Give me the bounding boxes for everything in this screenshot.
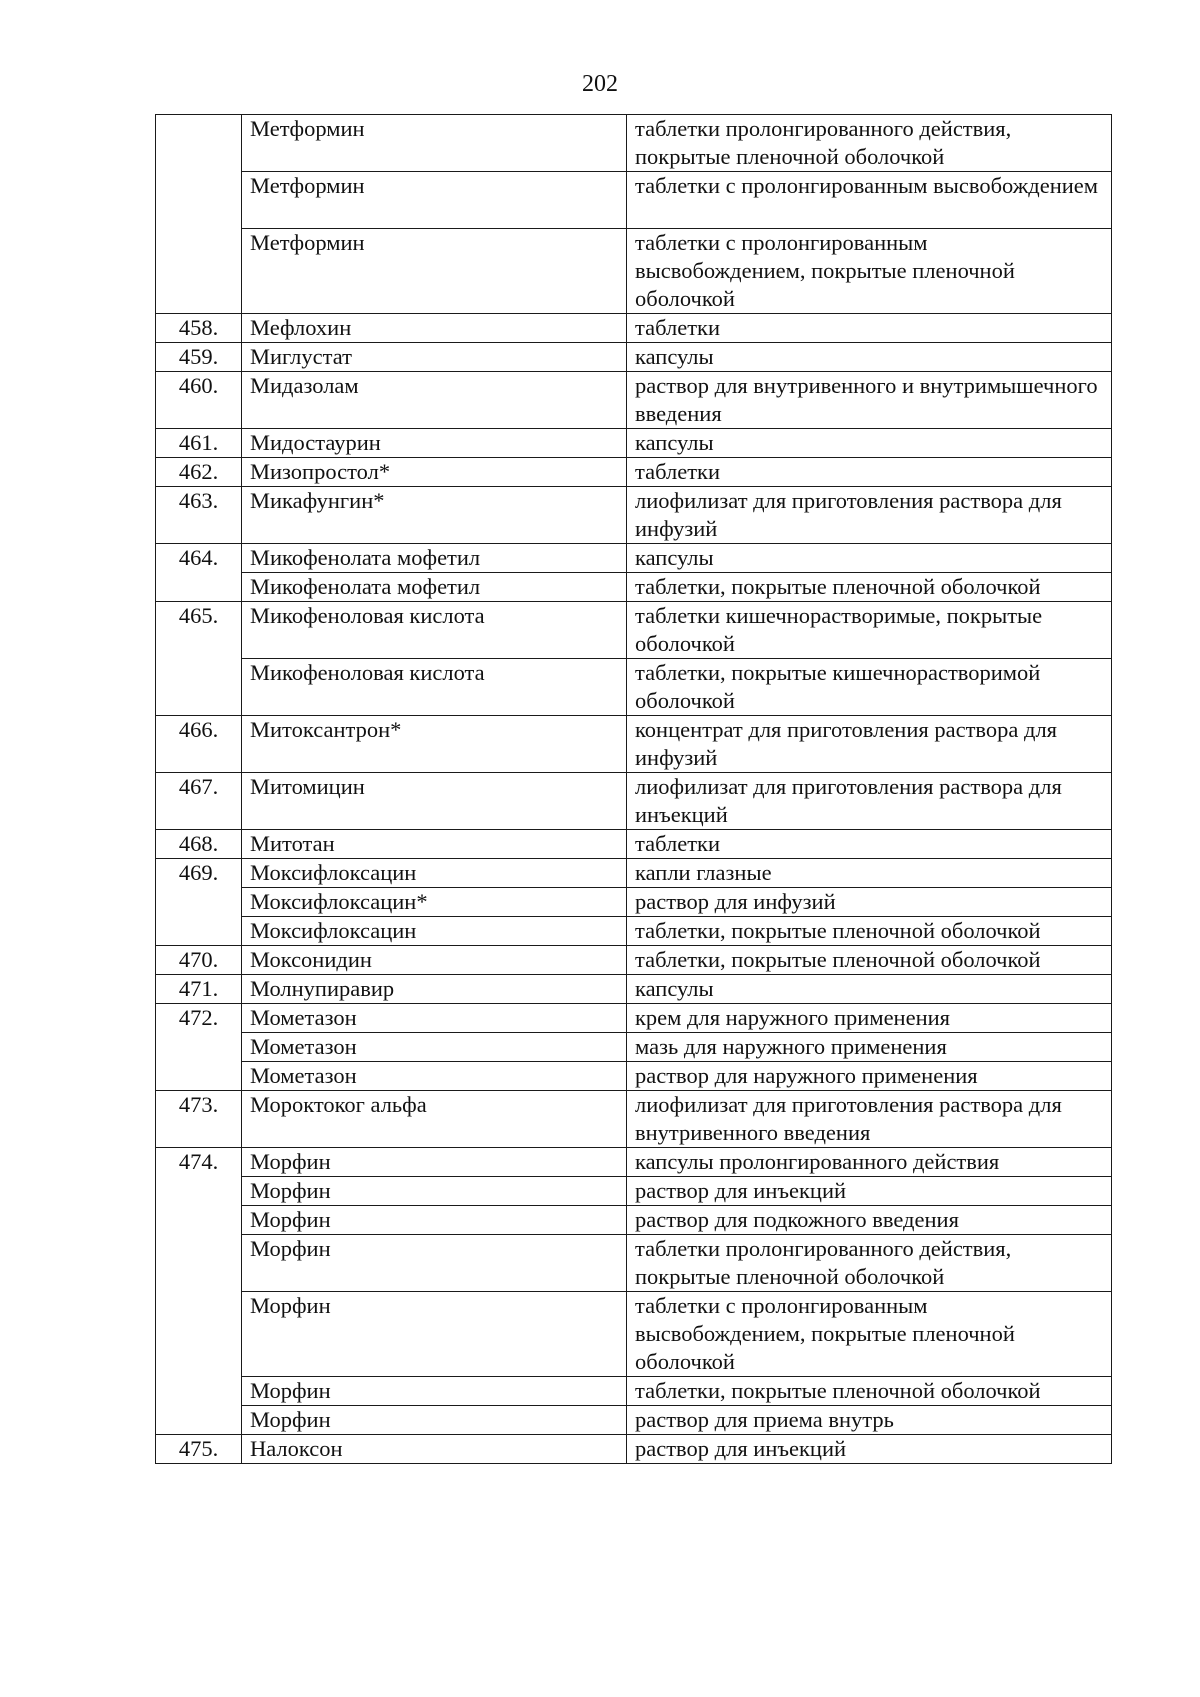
dosage-form: капли глазные xyxy=(627,859,1112,888)
dosage-form: раствор для инъекций xyxy=(627,1177,1112,1206)
row-number: 462. xyxy=(156,458,242,487)
row-number: 470. xyxy=(156,946,242,975)
drug-name: Метформин xyxy=(242,229,627,314)
table-row xyxy=(156,115,1112,172)
drug-name: Моксифлоксацин* xyxy=(242,888,627,917)
drug-name: Микафунгин* xyxy=(242,487,627,544)
table-row xyxy=(156,830,1112,859)
drug-name: Микофеноловая кислота xyxy=(242,659,627,716)
drug-name: Митомицин xyxy=(242,773,627,830)
dosage-form: таблетки, покрытые пленочной оболочкой xyxy=(627,573,1112,602)
dosage-form: капсулы xyxy=(627,429,1112,458)
dosage-form: раствор для инъекций xyxy=(627,1435,1112,1464)
row-number xyxy=(156,115,242,314)
drug-name: Микофенолата мофетил xyxy=(242,573,627,602)
table-row xyxy=(156,917,1112,946)
dosage-form: таблетки с пролонгированным высвобождением, покрытые пленочной оболочкой xyxy=(627,1292,1112,1377)
table-row xyxy=(156,602,1112,659)
drug-name: Моксифлоксацин xyxy=(242,917,627,946)
drug-name: Мидостаурин xyxy=(242,429,627,458)
table-row xyxy=(156,172,1112,229)
drug-name: Митотан xyxy=(242,830,627,859)
table-row xyxy=(156,314,1112,343)
drug-name: Морфин xyxy=(242,1148,627,1177)
drug-name: Метформин xyxy=(242,115,627,172)
row-number: 459. xyxy=(156,343,242,372)
dosage-form: раствор для внутривенного и внутримышечного введения xyxy=(627,372,1112,429)
dosage-form: раствор для инфузий xyxy=(627,888,1112,917)
row-number: 467. xyxy=(156,773,242,830)
drug-name: Микофенолата мофетил xyxy=(242,544,627,573)
drug-name: Налоксон xyxy=(242,1435,627,1464)
row-number: 471. xyxy=(156,975,242,1004)
drug-name: Моксонидин xyxy=(242,946,627,975)
drug-name: Морфин xyxy=(242,1177,627,1206)
dosage-form: таблетки кишечнорастворимые, покрытые оболочкой xyxy=(627,602,1112,659)
table-row xyxy=(156,372,1112,429)
drug-name: Мизопростол* xyxy=(242,458,627,487)
table-row xyxy=(156,1435,1112,1464)
dosage-form: таблетки, покрытые кишечнорастворимой оболочкой xyxy=(627,659,1112,716)
dosage-form: таблетки xyxy=(627,458,1112,487)
table-row xyxy=(156,1406,1112,1435)
drug-name: Морфин xyxy=(242,1377,627,1406)
row-number: 461. xyxy=(156,429,242,458)
drug-name: Мидазолам xyxy=(242,372,627,429)
drug-name: Мороктоког альфа xyxy=(242,1091,627,1148)
table-row xyxy=(156,429,1112,458)
table-row xyxy=(156,229,1112,314)
table-row xyxy=(156,1062,1112,1091)
drug-name: Моксифлоксацин xyxy=(242,859,627,888)
dosage-form: раствор для наружного применения xyxy=(627,1062,1112,1091)
drug-name: Морфин xyxy=(242,1235,627,1292)
row-number: 463. xyxy=(156,487,242,544)
row-number: 465. xyxy=(156,602,242,716)
dosage-form: таблетки xyxy=(627,830,1112,859)
drug-name: Молнупиравир xyxy=(242,975,627,1004)
drug-name: Мометазон xyxy=(242,1062,627,1091)
table-row xyxy=(156,1148,1112,1177)
row-number: 466. xyxy=(156,716,242,773)
row-number: 469. xyxy=(156,859,242,946)
table-row xyxy=(156,1033,1112,1062)
dosage-form: лиофилизат для приготовления раствора для инфузий xyxy=(627,487,1112,544)
dosage-form: капсулы пролонгированного действия xyxy=(627,1148,1112,1177)
table-row xyxy=(156,458,1112,487)
table-row xyxy=(156,1377,1112,1406)
table-row xyxy=(156,716,1112,773)
table-row xyxy=(156,659,1112,716)
row-number: 474. xyxy=(156,1148,242,1435)
row-number: 472. xyxy=(156,1004,242,1091)
table-row xyxy=(156,1292,1112,1377)
drug-name: Мометазон xyxy=(242,1004,627,1033)
dosage-form: таблетки, покрытые пленочной оболочкой xyxy=(627,1377,1112,1406)
drug-list-table xyxy=(155,114,1112,1464)
drug-name: Морфин xyxy=(242,1206,627,1235)
row-number: 458. xyxy=(156,314,242,343)
dosage-form: раствор для подкожного введения xyxy=(627,1206,1112,1235)
dosage-form: капсулы xyxy=(627,544,1112,573)
row-number: 468. xyxy=(156,830,242,859)
dosage-form: лиофилизат для приготовления раствора для внутривенного введения xyxy=(627,1091,1112,1148)
row-number: 475. xyxy=(156,1435,242,1464)
table-row xyxy=(156,773,1112,830)
table-row xyxy=(156,1091,1112,1148)
dosage-form: капсулы xyxy=(627,343,1112,372)
table-row xyxy=(156,888,1112,917)
table-row xyxy=(156,946,1112,975)
dosage-form: таблетки с пролонгированным высвобождением, покрытые пленочной оболочкой xyxy=(627,229,1112,314)
drug-name: Митоксантрон* xyxy=(242,716,627,773)
row-number: 473. xyxy=(156,1091,242,1148)
table-row xyxy=(156,859,1112,888)
dosage-form: раствор для приема внутрь xyxy=(627,1406,1112,1435)
drug-name: Микофеноловая кислота xyxy=(242,602,627,659)
dosage-form: мазь для наружного применения xyxy=(627,1033,1112,1062)
table-row xyxy=(156,544,1112,573)
dosage-form: капсулы xyxy=(627,975,1112,1004)
table-row xyxy=(156,1004,1112,1033)
drug-name: Морфин xyxy=(242,1406,627,1435)
dosage-form: таблетки пролонгированного действия, покрытые пленочной оболочкой xyxy=(627,115,1112,172)
dosage-form: таблетки с пролонгированным высвобождением xyxy=(627,172,1112,229)
row-number: 460. xyxy=(156,372,242,429)
table-row xyxy=(156,1206,1112,1235)
dosage-form: таблетки пролонгированного действия, покрытые пленочной оболочкой xyxy=(627,1235,1112,1292)
drug-name: Мефлохин xyxy=(242,314,627,343)
row-number: 464. xyxy=(156,544,242,602)
dosage-form: таблетки xyxy=(627,314,1112,343)
dosage-form: концентрат для приготовления раствора для инфузий xyxy=(627,716,1112,773)
drug-name: Миглустат xyxy=(242,343,627,372)
page-number: 202 xyxy=(582,71,618,97)
drug-name: Метформин xyxy=(242,172,627,229)
dosage-form: лиофилизат для приготовления раствора для инъекций xyxy=(627,773,1112,830)
dosage-form: таблетки, покрытые пленочной оболочкой xyxy=(627,946,1112,975)
drug-name: Морфин xyxy=(242,1292,627,1377)
table-row xyxy=(156,343,1112,372)
table-row xyxy=(156,975,1112,1004)
table-row xyxy=(156,1235,1112,1292)
dosage-form: крем для наружного применения xyxy=(627,1004,1112,1033)
table-body xyxy=(156,115,1112,1464)
table-row xyxy=(156,1177,1112,1206)
dosage-form: таблетки, покрытые пленочной оболочкой xyxy=(627,917,1112,946)
drug-name: Мометазон xyxy=(242,1033,627,1062)
table-row xyxy=(156,487,1112,544)
table-row xyxy=(156,573,1112,602)
